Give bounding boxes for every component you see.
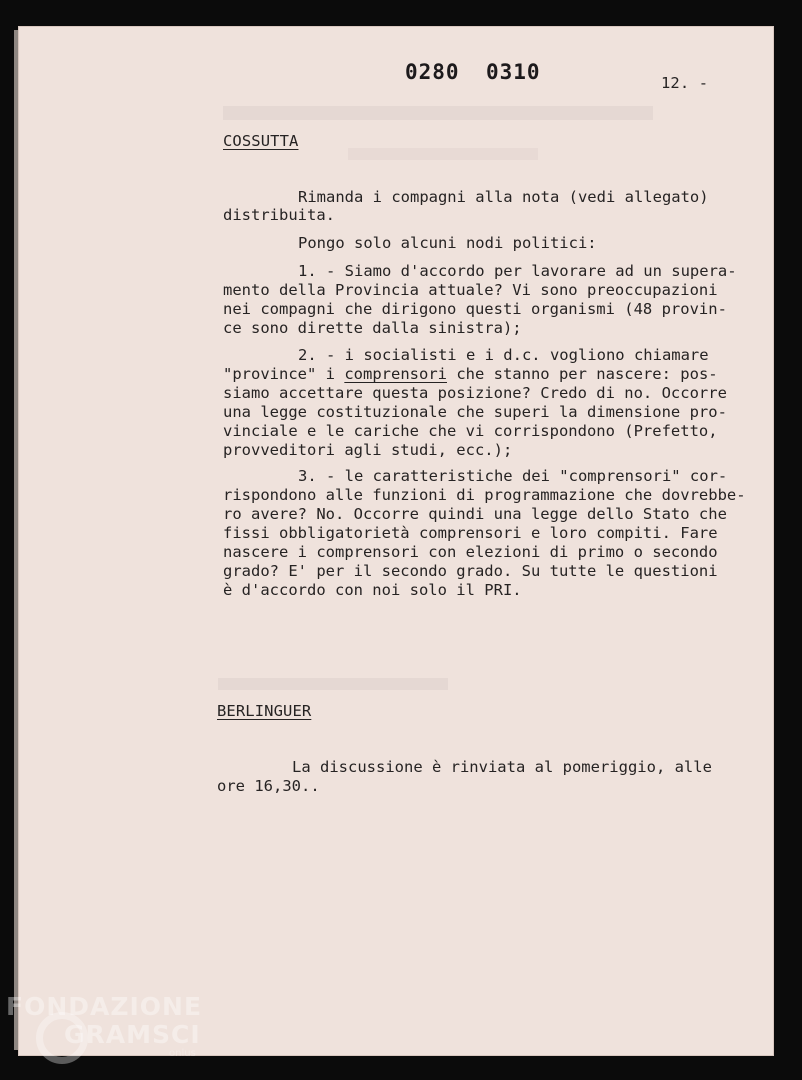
point-2-line: provveditori agli studi, ecc.); [223, 441, 513, 459]
document-page [18, 26, 774, 1056]
point-1-line: nei compagni che dirigono questi organismi (48 provin- [223, 300, 727, 318]
archive-stamp-left: 0280 [405, 60, 460, 84]
point-3-line: rispondono alle funzioni di programmazione che dovrebbe- [223, 486, 746, 504]
point-2-text: "province" i [223, 365, 345, 383]
point-3-line: grado? E' per il secondo grado. Su tutte le questioni [223, 562, 718, 580]
paragraph-line: distribuita. [223, 206, 335, 224]
archive-stamp-right: 0310 [486, 60, 541, 84]
point-2-text: che stanno per nascere: pos- [446, 365, 718, 383]
closing-line: ore 16,30.. [217, 777, 320, 795]
point-2-line: siamo accettare questa posizione? Credo di no. Occorre [223, 384, 727, 402]
bleed-through-shadow [218, 678, 448, 690]
speaker-heading-cossutta: COSSUTTA [223, 132, 299, 150]
closing-line: La discussione è rinviata al pomeriggio, alle [292, 758, 712, 776]
point-1-line: 1. - Siamo d'accordo per lavorare ad un supera- [298, 262, 737, 280]
point-2-line [223, 365, 718, 383]
point-3-line: è d'accordo con noi solo il PRI. [223, 581, 522, 599]
watermark-suffix: onlus [169, 1048, 196, 1059]
watermark-line-2: GRAMSCI [64, 1020, 201, 1049]
fondazione-gramsci-watermark [6, 990, 206, 1070]
point-1-line: ce sono dirette dalla sinistra); [223, 319, 522, 337]
point-3-line: nascere i comprensori con elezioni di primo o secondo [223, 543, 718, 561]
paragraph-line: Rimanda i compagni alla nota (vedi allegato) [298, 188, 709, 206]
speaker-heading-berlinguer: BERLINGUER [217, 702, 312, 720]
point-2-line: vinciale e le cariche che vi corrispondono (Prefetto, [223, 422, 718, 440]
point-2-line: una legge costituzionale che superi la dimensione pro- [223, 403, 727, 421]
bleed-through-shadow [348, 148, 538, 160]
point-1-line: mento della Provincia attuale? Vi sono preoccupazioni [223, 281, 718, 299]
point-3-line: 3. - le caratteristiche dei "comprensori" cor- [298, 467, 728, 485]
page-number: 12. - [661, 74, 709, 92]
point-3-line: ro avere? No. Occorre quindi una legge dello Stato che [223, 505, 727, 523]
bleed-through-shadow [223, 106, 653, 120]
underlined-term-comprensori: comprensori [344, 365, 447, 383]
point-3-line: fissi obbligatorietà comprensori e loro compiti. Fare [223, 524, 718, 542]
watermark-line-1: FONDAZIONE [6, 992, 203, 1021]
point-2-line: 2. - i socialisti e i d.c. vogliono chiamare [298, 346, 709, 364]
paragraph-line: Pongo solo alcuni nodi politici: [298, 234, 597, 252]
